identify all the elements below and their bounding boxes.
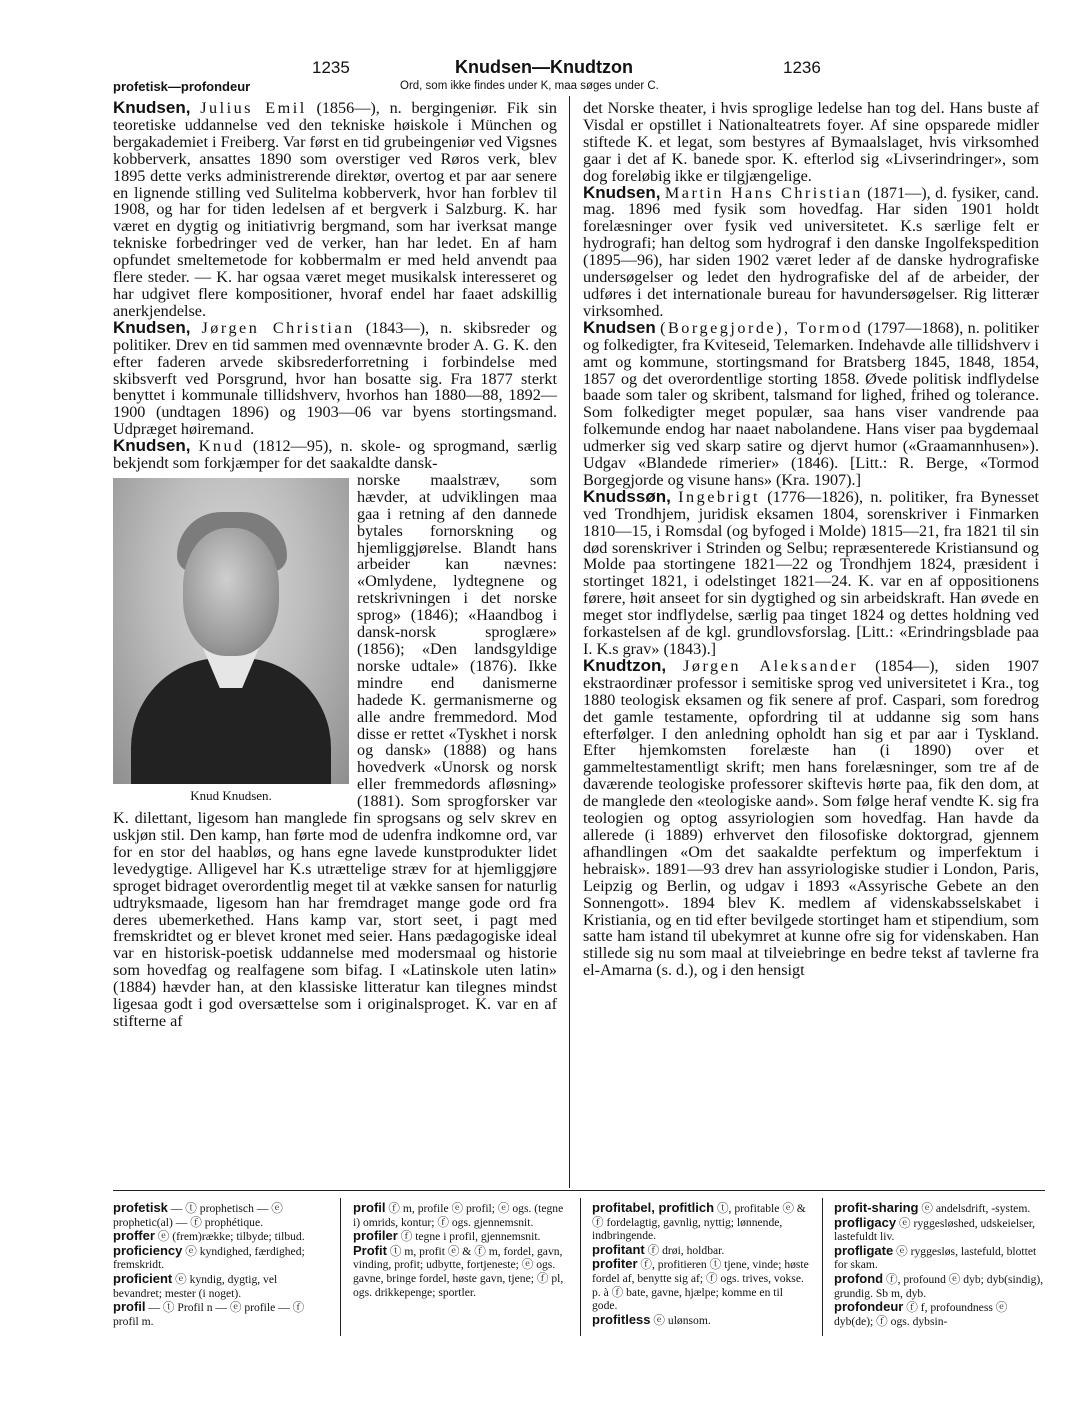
column-divider — [569, 96, 570, 1188]
footer-column-4 — [834, 1201, 1046, 1328]
entry-given-name: Martin Hans Christian — [664, 183, 863, 202]
header-note: Ord, som ikke findes under K, maa søges under C. — [400, 80, 659, 92]
entry-continuation: det Norske theater, i hvis sproglige ledelse han tog del. Hans buste af Visdal er opstillet i Nationalteatrets foyer. Af sine opsparede midler stiftede K. et legat, som bestyres af Bymaalslaget, hvis virksomhed gaar i det af K. banede spor. K. efterlod sig «Livserindringer», som dog foreløbig ikke er tilgjængelige. — [583, 99, 1039, 185]
right-column — [583, 100, 1039, 979]
entry-text: (1843—), n. skibsreder og politiker. Drev en tid sammen med ovennævnte broder A. G. K. den efter faderen arvede skibsrederforretning i forbindelse med skibsverft ved Porsgrund, hvor han bosatte sig. Fra 1877 sterkt benyttet i kommunale tillidshverv, hvorhos han 1880—88, 1892—1900 (undtagen 1896) og 1903—06 var byens stortingsmand. Udpræget høiremand. — [113, 318, 558, 439]
entry-headword: Knudtzon, — [583, 655, 667, 675]
footer-entry: proficiency ⓔ kyndighed, færdighed; fremskridt. — [113, 1242, 305, 1272]
footer-entry: profitant ⓕ drøi, holdbar. — [592, 1241, 725, 1257]
footer-entry: profiler ⓕ tegne i profil, gjennemsnit. — [353, 1228, 541, 1244]
entry-headword: Knudsen, — [113, 436, 191, 456]
entry-text: (1856—), n. bergingeniør. Fik sin teoretiske uddannelse ved den tekniske høiskole i München og bergakademiet i Freiberg. Var først en tid grubeingeniør ved Vigsnes kobberverk, ansattes 1890 som overstiger ved Røros verk, blev 1895 dette verks administrerende direktør, overtog et par aar senere en lignende stilling ved Sulitelma kobberverk, hvor han forblev til 1908, og har for tiden ledelsen af et bergverk i Salzburg. K. har været en dygtig og initiativrig bergmand, som har iverksat mange tekniske forbedringer ved de verker, han har ledet. En af ham opfundet smeltemetode for kobbermalm er med held anvendt paa flere steder. — K. har ogsaa været meget musikalsk interesseret og har udgivet flere kompositioner, hvoraf endel har faaet adskillig anerkjendelse. — [113, 99, 557, 320]
portrait-photo — [113, 478, 349, 784]
left-column — [113, 100, 557, 1030]
entry-knudsen-tormod — [583, 317, 1039, 489]
entry-headword: Knudsen, — [113, 317, 191, 337]
entry-knudsen-jorgen — [113, 317, 558, 439]
entry-knudsson-ingebrigt — [583, 486, 1039, 658]
footer-entry: profiter ⓕ, profitieren ⓣ tjene, vinde; høste fordel af, benytte sig af; ⓕ ogs. trives, vokse. p. à ⓕ bate, gavne, hjælpe; komme en til gode. — [592, 1256, 809, 1313]
entry-knudsen-knud-cont: norske maalstræv, som hævder, at udviklingen maa gaa i retning af den dannede bytales fornorskning og hjemliggjørelse. Blandt hans arbeider kan nævnes: «Omlydene, lydtegnene og retskrivningen i det norske sprog» (1846); «Haandbog i dansk-norsk sproglære» (1856); «Den landsgyldige norske udtale» (1876). Ikke mindre end danismerne hadede K. germanismerne og alle andre fremmedord. Mod disse er rettet «Tyskhet i norsk og dansk» (1888) og hans hovedverk «Unorsk og norsk eller fremmedords afløsning» (1881). Som sprogforsker var K. dilettant, ligesom han manglede fin sprogsans og selv skrev en uskjøn stil. Den kamp, han førte mod de udenfra indkomne ord, var for en stor del haabløs, og hans egne lavede kunstprodukter lidet levedygtige. Alligevel har K.s utrættelige stræv for at hjemliggjøre sproget bidraget overordentlig meget til at vække sansen for naturlig udtryksmaade, ligesom han har fremdraget mange gode ord fra deres ubemerkethed. Hans kamp var, stort seet, i pagt med fremskridtet og er blevet kronet med seier. Hans pædagogiske ideal var en historisk-poetisk uddannelse med modersmaal og historie som hovedfag og realfagene som bifag. I «Latinskole uten latin» (1884) hævder han, at den klassiske litteratur kan tilegnes mindst ligesaa godt i god oversættelse som i originalsproget. K. var en af stifterne af — [113, 470, 557, 1030]
footer-entry: profond ⓕ, profound ⓔ dyb; dyb(sindig), grundig. Sb m, dyb. — [834, 1270, 1044, 1300]
guide-word: profetisk—profondeur — [113, 79, 251, 94]
footer-entry: profligate ⓔ ryggesløs, lastefuld, blottet for skam. — [834, 1242, 1037, 1272]
entry-headword: Knudsen, — [583, 182, 661, 202]
entry-intro: (1812—95), n. skole- og sprogmand, særlig bekjendt som forkjæmper for det saakaldte dansk- — [113, 437, 557, 473]
entry-knudsen-martin — [583, 182, 1040, 320]
footer-column-rule — [340, 1198, 341, 1336]
footer-column-3 — [592, 1201, 810, 1327]
entry-text: (1797—1868), n. politiker og folkedigter, fra Kviteseid, Telemarken. Indehavde alle tillidshverv i amt og kommune, stortingsmand for Bratsberg 1845, 1848, 1854, 1857 og det overordentlige storting 1858. Øvede politisk indflydelse baade som taler og skribent, talsmand for lighed, frihed og tolerance. Som folkedigter meget populær, saa hans viser vandrende paa folkemunde endog har naaet nabolandene. Hans viser paa bygdemaal udmerker sig ved skarp satire og djervt humor («Graamannhusen»). Udgav «Blandede rimerier» (1846). [Litt.: R. Berge, «Tormod Borgegjorde og visune hans» (Kra. 1907).] — [583, 318, 1039, 489]
entry-knudsen-knud — [113, 438, 557, 472]
entry-given-name: Jørgen Christian — [201, 318, 355, 337]
footer-entry: profetisk — ⓣ prophetisch — ⓔ prophetic(al) — ⓕ prophétique. — [113, 1200, 283, 1229]
entry-headword: Knudsen, — [113, 98, 191, 117]
page-header — [0, 58, 1080, 98]
footer-entry: Profit ⓣ m, profit ⓔ & ⓕ m, fordel, gavn, vinding, profit; udbytte, fortjeneste; ⓔ ogs. gavne, bringe fordel, høste gavn, tjene; ⓕ pl, ogs. drikkepenge; sportler. — [353, 1242, 564, 1299]
footer-entry: profligacy ⓔ ryggesløshed, udskeielser, lastefuldt liv. — [834, 1214, 1036, 1244]
entry-given-name: (Borgegjorde), Tormod — [660, 318, 864, 337]
footer-entry: profondeur ⓕ f, profoundness ⓔ dyb(de); ⓕ ogs. dybsin- — [834, 1299, 1008, 1328]
footer-column-1 — [113, 1201, 327, 1328]
entry-given-name: Julius Emil — [200, 99, 307, 117]
entry-headword: Knudssøn, — [583, 486, 671, 506]
footer-column-rule — [822, 1198, 823, 1336]
page-number-right: 1236 — [783, 58, 821, 77]
entry-text: (1854—), siden 1907 ekstraordinær professor i semitiske sprog ved universitetet i Kra., tog 1880 teologisk eksamen og fik senere af prof. Caspari, som foredrog det gamle testamente, opfordring til at uddanne sig som hans efterfølger. I den anledning opholdt han sig et par aar i Tyskland. Efter hjemkomsten forelæste han (i 1890) over et gammeltestamentligt skrift; men hans forelæsninger, som tre af de daværende teologiske professorer skiftevis hørte paa, fik den dom, at de manglede den «teologiske aand». Som følge heraf vendte K. sig fra teologien og optog assyriologien som hovedfag. Han havde da allerede (i 1889) erhvervet den filosofiske doktorgrad, gjennem afhandlingen «Om det saakaldte perfektum og imperfektum i hebraisk». 1891—93 drev han assyriologiske studier i London, Paris, Leipzig og Berlin, og udgav i 1893 «Assyrische Gebete an den Sonnengott». 1894 blev K. medlem af videnskabsselskabet i Kristiania, og en tid efter bevilgede stortinget ham et stipendium, som satte ham istand til ubekymret at kunne ofre sig for videnskaben. Han stillede sig nu som maal at tilveiebringe en bedre tekst af tavlerne fra el-Amarna (s. d.), og i den hensigt — [583, 656, 1040, 980]
footer-entry: proffer ⓔ (frem)række; tilbyde; tilbud. — [113, 1228, 305, 1244]
entry-headword: Knudsen — [583, 317, 656, 337]
entry-given-name: Knud — [198, 437, 245, 456]
entry-knudsen-julius — [113, 100, 557, 320]
footer-entry: profil ⓕ m, profile ⓔ profil; ⓔ ogs. (tegne i) omrids, kontur; ⓕ ogs. gjennemsnit. — [353, 1200, 564, 1229]
footer-column-rule — [580, 1198, 581, 1336]
footer-entry: profitless ⓔ ulønsom. — [592, 1311, 711, 1327]
footer-entry: profil — ⓣ Profil n — ⓔ profile — ⓕ profil m. — [113, 1299, 305, 1328]
entry-text: (1871—), d. fysiker, cand. mag. 1896 med fysik som hovedfag. Har siden 1901 holdt forelæsninger over fysik ved universitetet. K.s særlige felt er hydrografi; han deltog som hydrograf i den danske Ingolfekspedition (1895—96), har siden 1902 været leder af de danske hydrografiske undersøgelser og ledet den hydrografiske del af de arbeider, der udføres i det internationale bureau for havundersøgelser. Rig litterær virksomhed. — [583, 183, 1040, 320]
entry-text: (1776—1826), n. politiker, fra Bynesset ved Trondhjem, juridisk eksamen 1804, sorenskriver i Finmarken 1810—15, i Romsdal (og byfoged i Molde) 1815—21, fra 1821 til sin død sorenskriver i Strinden og Selbu; repræsenterede Kristiansund og Molde paa stortingene 1821—22 og Trondhjem 1824, præsident i stortinget 1821, i odelstinget 1821—24. K. var en af oppositionens førere, høit anseet for sin dygtighed og sin arbeidskraft. Han øvede en meget stor indflydelse, særlig paa tinget 1824 og dettes holdning ved forkastelsen af de kgl. grundlovsforslag. [Litt.: «Erindringsblade paa I. K.s grav» (1843).] — [583, 487, 1039, 658]
footer-divider — [113, 1190, 1045, 1191]
running-title: Knudsen—Knudtzon — [455, 57, 633, 77]
footer-column-2 — [353, 1201, 569, 1299]
entry-given-name: Ingebrigt — [678, 487, 760, 506]
entry-given-name: Jørgen Aleksander — [683, 656, 859, 675]
portrait-caption: Knud Knudsen. — [190, 787, 272, 803]
footer-entry: proficient ⓔ kyndig, dygtig, vel bevandret; mester (i noget). — [113, 1270, 278, 1300]
footer-entry: profitabel, profitlich ⓣ, profitable ⓔ & ⓕ fordelagtig, gavnlig, nyttig; lønnende, indbringende. — [592, 1200, 806, 1243]
page-number-left: 1235 — [312, 58, 350, 77]
footer-entry: profit-sharing ⓔ andelsdrift, -system. — [834, 1200, 1031, 1215]
portrait-figure — [113, 478, 349, 805]
entry-knudtzon-jorgen — [583, 655, 1040, 980]
